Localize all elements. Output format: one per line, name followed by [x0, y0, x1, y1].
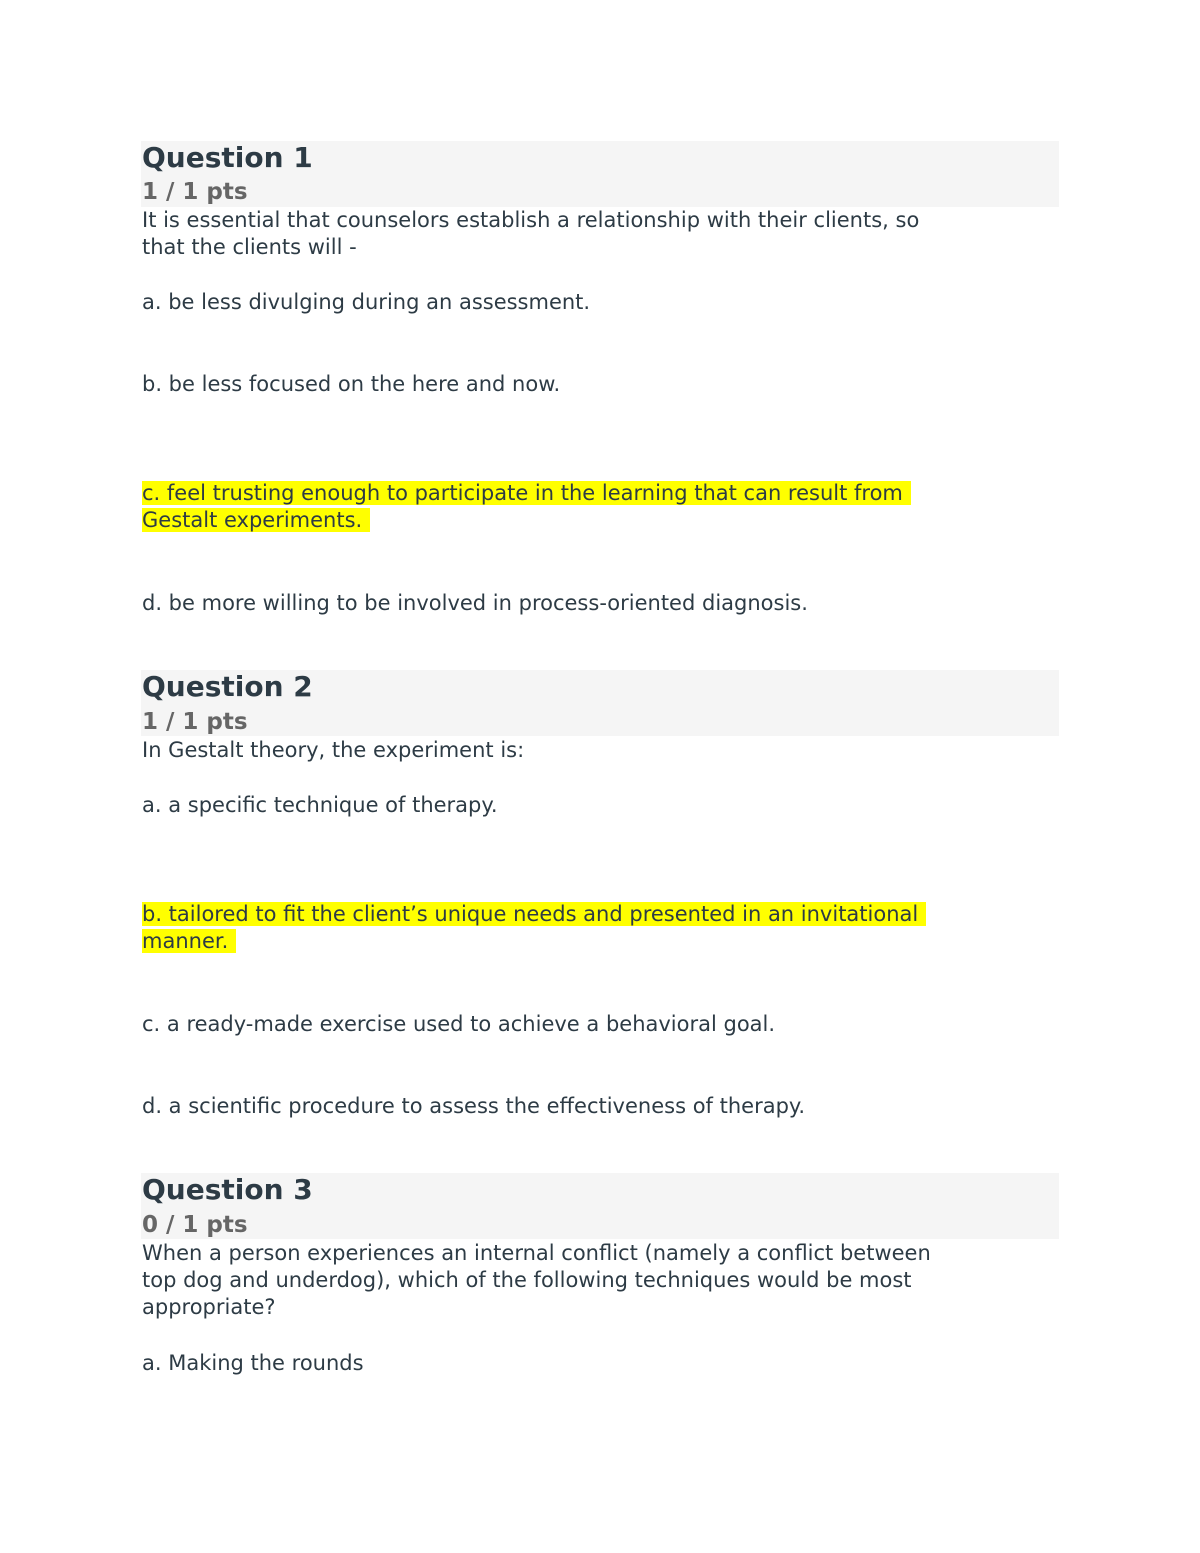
option-text-highlighted: manner. — [142, 929, 236, 953]
question-3-option-a[interactable] — [142, 1350, 1042, 1377]
option-text-highlighted: b. tailored to fit the client’s unique needs and presented in an invitational — [142, 902, 926, 926]
question-3-title: Question 3 — [142, 1173, 313, 1206]
option-text: c. a ready-made exercise used to achieve a behavioral goal. — [142, 1012, 776, 1036]
prompt-line: top dog and underdog), which of the following techniques would be most — [142, 1268, 912, 1292]
question-1-option-c[interactable] — [142, 480, 1042, 534]
question-1-prompt — [142, 207, 1042, 261]
question-2-title: Question 2 — [142, 670, 313, 703]
option-text: d. a scientific procedure to assess the effectiveness of therapy. — [142, 1094, 806, 1118]
question-2-prompt — [142, 737, 1042, 764]
prompt-line: appropriate? — [142, 1295, 276, 1319]
question-1-option-b[interactable] — [142, 371, 1042, 398]
question-2-option-b[interactable] — [142, 901, 1042, 955]
question-1-option-d[interactable] — [142, 590, 1042, 617]
question-1-option-a[interactable] — [142, 289, 1042, 316]
option-text: d. be more willing to be involved in process-oriented diagnosis. — [142, 591, 808, 615]
question-2-points: 1 / 1 pts — [142, 709, 248, 735]
prompt-line: that the clients will - — [142, 235, 357, 259]
prompt-line: When a person experiences an internal conflict (namely a conflict between — [142, 1241, 931, 1265]
question-3-points: 0 / 1 pts — [142, 1212, 248, 1238]
option-text: a. a specific technique of therapy. — [142, 793, 498, 817]
question-2-option-a[interactable] — [142, 792, 1042, 819]
option-text-highlighted: c. feel trusting enough to participate in the learning that can result from — [142, 481, 911, 505]
option-text: a. Making the rounds — [142, 1351, 364, 1375]
question-1-title: Question 1 — [142, 141, 313, 174]
option-text: a. be less divulging during an assessment. — [142, 290, 591, 314]
option-text: b. be less focused on the here and now. — [142, 372, 561, 396]
option-text-highlighted: Gestalt experiments. — [142, 508, 370, 532]
question-3-prompt — [142, 1240, 1042, 1321]
prompt-line: It is essential that counselors establish a relationship with their clients, so — [142, 208, 920, 232]
question-2-option-d[interactable] — [142, 1093, 1042, 1120]
question-1-points: 1 / 1 pts — [142, 179, 248, 205]
question-2-option-c[interactable] — [142, 1011, 1042, 1038]
prompt-line: In Gestalt theory, the experiment is: — [142, 738, 525, 762]
